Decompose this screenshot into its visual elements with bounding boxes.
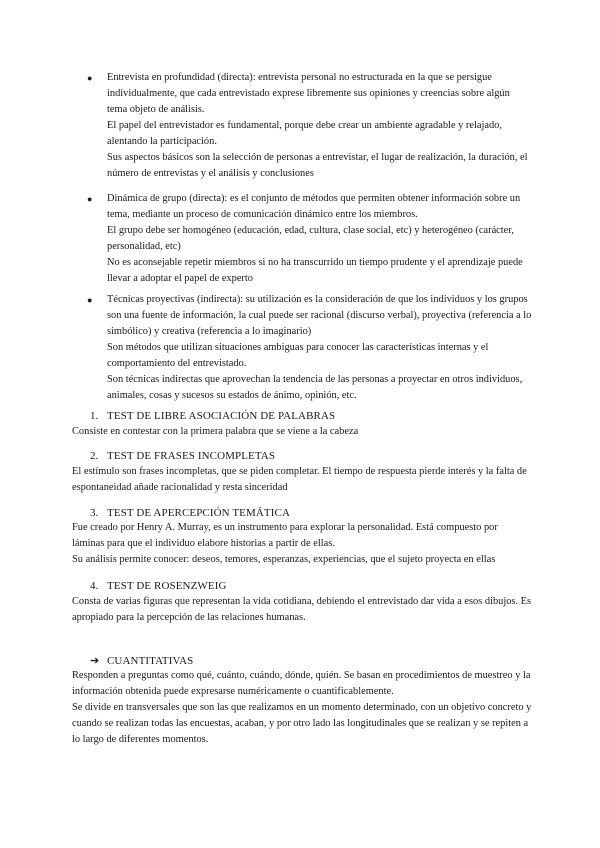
test-title-libre-asociacion: TEST DE LIBRE ASOCIACIÓN DE PALABRAS — [107, 410, 336, 422]
test-title-rosenzweig: TEST DE ROSENZWEIG — [107, 580, 227, 592]
test-title-apercepcion-tematica: TEST DE APERCEPCIÓN TEMÁTICA — [107, 507, 290, 519]
bullet-paragraph: No es aconsejable repetir miembros si no ha transcurrido un tiempo prudente y el aprendizaje puede llevar a adoptar el papel de experto — [107, 257, 523, 284]
test-paragraph: El estímulo son frases incompletas, que se piden completar. El tiempo de respuesta pierde interés y la falta de espontaneidad añade racionalidad y resta sinceridad — [72, 466, 527, 493]
test-number: 3. — [90, 507, 99, 519]
section-title-cuantitativas: CUANTITATIVAS — [107, 655, 194, 667]
section-paragraph: Responden a preguntas como qué, cuánto, cuándo, dónde, quién. Se basan en procedimientos de muestreo y la información obtenida puede expresarse numéricamente o cuantificablemente. — [72, 670, 531, 697]
test-paragraph: Fue creado por Henry A. Murray, es un instrumento para explorar la personalidad. Está compuesto por láminas para que el individuo elabore historias a partir de ellas. — [72, 522, 498, 549]
test-paragraph: Consiste en contestar con la primera palabra que se viene a la cabeza — [72, 426, 359, 437]
test-paragraph: Su análisis permite conocer: deseos, temores, esperanzas, experiencias, que el sujeto proyecta en ellas — [72, 554, 496, 565]
bullet-paragraph: El papel del entrevistador es fundamental, porque debe crear un ambiente agradable y relajado, alentando la participación. — [107, 120, 502, 147]
test-description — [72, 464, 532, 496]
bullet-item-dinamica — [87, 191, 532, 287]
test-description — [72, 594, 532, 626]
bullet-paragraph: Son métodos que utilizan situaciones ambiguas para conocer las características internas y el comportamiento del entrevistado. — [107, 342, 489, 369]
bullet-item-entrevista — [87, 70, 532, 182]
bullet-dot: ● — [87, 295, 93, 305]
test-number: 4. — [90, 580, 99, 592]
section-description — [72, 668, 532, 748]
test-number: 1. — [90, 410, 99, 422]
bullet-paragraph: El grupo debe ser homogéneo (educación, edad, cultura, clase social, etc) y heterogéneo (carácter, personalidad, etc) — [107, 225, 514, 252]
test-description — [72, 424, 532, 440]
test-number: 2. — [90, 450, 99, 462]
bullet-paragraph: Técnicas proyectivas (indirecta): su utilización es la consideración de que los individuos y los grupos son una fuente de información, la cual puede ser racional (discurso verbal), proyectiva (referencia a lo simbólico) y creativa (referencia a lo imaginario) — [107, 294, 532, 337]
bullet-dot: ● — [87, 73, 93, 83]
section-paragraph: Se divide en transversales que son las que realizamos en un momento determinado, con un objetivo concreto y cuando se realizan todas las encuestas, acaban, y por otro lado las longitudinales que se realizan y se repiten a lo largo de diferentes momentos. — [72, 702, 532, 745]
test-description — [72, 520, 532, 568]
arrow-icon: ➔ — [90, 655, 100, 667]
bullet-paragraph: Dinámica de grupo (directa): es el conjunto de métodos que permiten obtener información sobre un tema, mediante un proceso de comunicación dinámico entre los miembros. — [107, 193, 521, 220]
test-title-frases-incompletas: TEST DE FRASES INCOMPLETAS — [107, 450, 276, 462]
bullet-paragraph: Son técnicas indirectas que aprovechan la tendencia de las personas a proyectar en otros individuos, animales, cosas y sucesos su estados de ánimo, opinión, etc. — [107, 374, 523, 401]
bullet-dot: ● — [87, 194, 93, 204]
bullet-paragraph: Sus aspectos básicos son la selección de personas a entrevistar, el lugar de realización, la duración, el número de entrevistas y el análisis y conclusiones — [107, 152, 528, 179]
test-paragraph: Consta de varias figuras que representan la vida cotidiana, debiendo el entrevistado dar vida a esos dibujos. Es apropiado para la percepción de las relaciones humanas. — [72, 596, 532, 623]
bullet-paragraph: Entrevista en profundidad (directa): entrevista personal no estructurada en la que se persigue individualmente, que cada entrevistado exprese libremente sus opiniones y creencias sobre algún tema objeto de análisis. — [107, 72, 510, 115]
bullet-item-proyectivas — [87, 292, 532, 404]
